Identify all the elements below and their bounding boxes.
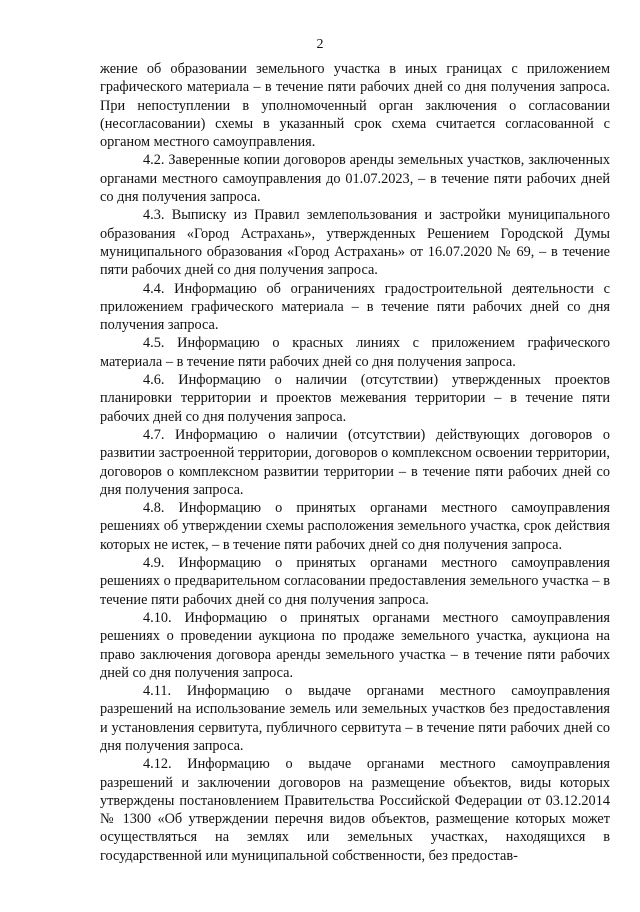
paragraph-4-5: 4.5. Информацию о красных линиях с приложением графического материала – в течение пяти рабочих дней со дня получения запроса. [100,335,610,370]
paragraph-4-9: 4.9. Информацию о принятых органами местного самоуправления решениях о предварительном согласовании предоставления земельного участка – в течение пяти рабочих дней со дня получения запроса. [100,555,610,608]
page-number: 2 [316,37,324,52]
document-body [100,60,610,865]
paragraph-4-10: 4.10. Информацию о принятых органами местного самоуправления решениях о проведении аукциона по продаже земельного участка, аукциона на право заключения договора аренды земельного участка – в течение пяти рабочих дней со дня получения запроса. [100,609,610,681]
paragraph-4-12: 4.12. Информацию о выдаче органами местного самоуправления разрешений и заключении договоров на размещение объектов, виды которых утверждены постановлением Правительства Российской Федерации от 03.12.2014 № 1300 «Об утверждении перечня видов объектов, размещение которых может осуществляться на землях или земельных участках, находящихся в государственной или муниципальной собственности, без предостав- [100,756,610,864]
paragraph-4-7: 4.7. Информацию о наличии (отсутствии) действующих договоров о развитии застроенной территории, договоров о комплексном освоении территории, договоров о комплексном развитии территории – в течение пяти рабочих дней со дня получения запроса. [100,426,610,498]
paragraph-4-2: 4.2. Заверенные копии договоров аренды земельных участков, заключенных органами местного самоуправления до 01.07.2023, – в течение пяти рабочих дней со дня получения запроса. [100,152,610,206]
paragraph-continuation: жение об образовании земельного участка в иных границах с приложением графического материала – в течение пяти рабочих дней со дня получения запроса. При непоступлении в уполномоченный орган заключения о согласовании (несогласовании) схемы в указанный срок схема считается согласованной с органом местного самоуправления. [100,61,610,151]
paragraph-4-11: 4.11. Информацию о выдаче органами местного самоуправления разрешений на использование земель или земельных участков без предоставления и установления сервитута, публичного сервитута – в течение пяти рабочих дней со дня получения запроса. [100,683,610,754]
paragraph-4-6: 4.6. Информацию о наличии (отсутствии) утвержденных проектов планировки территории и проектов межевания территории – в течение пяти рабочих дней со дня получения запроса. [100,372,610,425]
paragraph-4-4: 4.4. Информацию об ограничениях градостроительной деятельности с приложением графического материала – в течение пяти рабочих дней со дня получения запроса. [100,280,610,334]
paragraph-4-3: 4.3. Выписку из Правил землепользования и застройки муниципального образования «Город Астрахань», утвержденных Решением Городской Думы муниципального образования «Город Астрахань» от 16.07.2020 № 69, – в течение пяти рабочих дней со дня получения запроса. [100,207,610,279]
paragraph-4-8: 4.8. Информацию о принятых органами местного самоуправления решениях об утверждении схемы расположения земельного участка, срок действия которых не истек, – в течение пяти рабочих дней со дня получения запроса. [100,500,610,553]
